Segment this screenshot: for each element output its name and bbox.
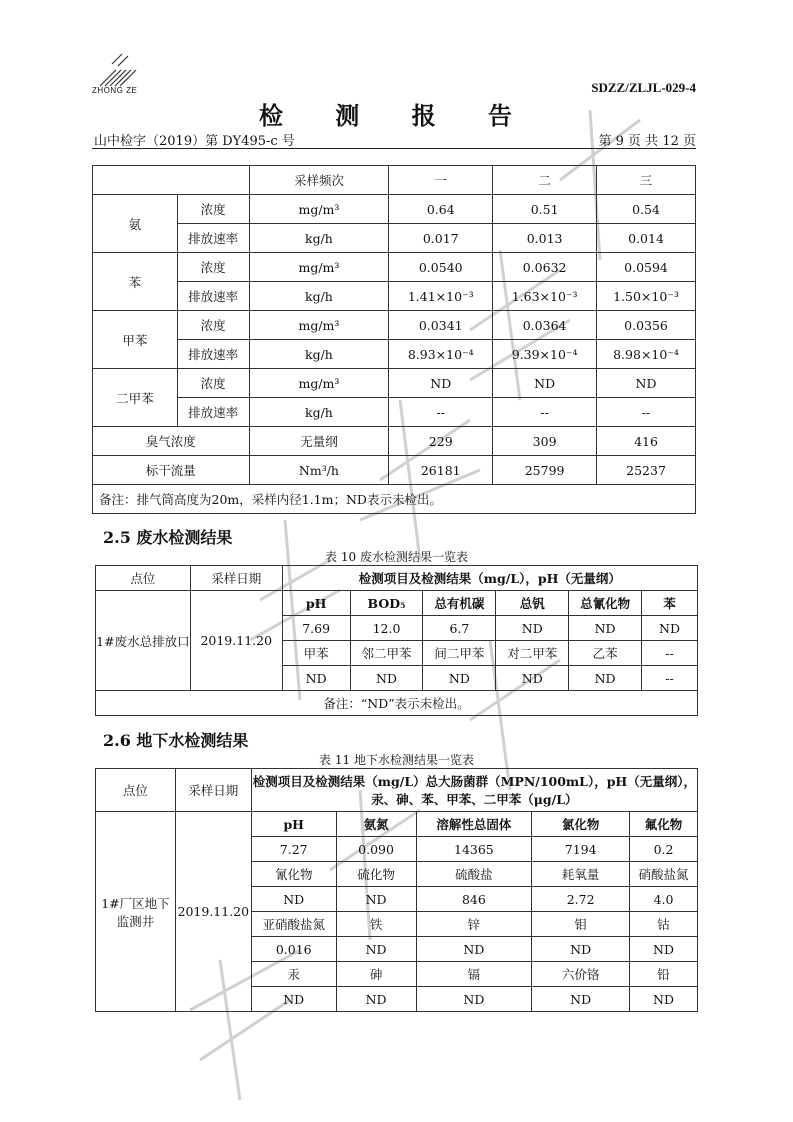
value-cell: 硫化物: [336, 862, 416, 887]
value-cell: --: [642, 666, 698, 691]
table-header-row: [96, 769, 698, 812]
unit-cell: mg/m³: [249, 311, 389, 340]
pollutant-name: 氨: [93, 195, 178, 253]
sampling-date: 2019.11.20: [190, 591, 282, 691]
unit-cell: mg/m³: [249, 369, 389, 398]
unit-cell: kg/h: [249, 224, 389, 253]
value-cell: ND: [630, 987, 698, 1012]
value-cell: 12.0: [350, 616, 423, 641]
value-cell: ND: [251, 887, 336, 912]
value-cell: 钼: [532, 912, 630, 937]
value-cell: ND: [350, 666, 423, 691]
value-cell: ND: [493, 369, 597, 398]
value-cell: 7.27: [251, 837, 336, 862]
value-cell: ND: [282, 666, 350, 691]
table-row: [93, 253, 696, 282]
value-cell: 钴: [630, 912, 698, 937]
header-cell: 二: [493, 166, 597, 195]
table-caption-wastewater: 表 10 废水检测结果一览表: [325, 550, 468, 564]
value-cell: ND: [597, 369, 696, 398]
header-cell: 采样日期: [190, 566, 282, 591]
parameter-cell: 浓度: [177, 311, 249, 340]
value-cell: 0.090: [336, 837, 416, 862]
table-row: [93, 340, 696, 369]
header-cell: [93, 166, 250, 195]
value-cell: --: [493, 398, 597, 427]
table-note-row: [96, 691, 698, 716]
value-cell: 0.51: [493, 195, 597, 224]
header-cell: 采样日期: [175, 769, 251, 812]
header-cell: 检测项目及检测结果（mg/L）总大肠菌群（MPN/100mL），pH（无量纲），汞、砷、苯、甲苯、二甲苯（μg/L）: [251, 769, 697, 812]
value-cell: 0.0540: [389, 253, 493, 282]
value-cell: 0.0632: [493, 253, 597, 282]
value-cell: 25237: [597, 456, 696, 485]
table-note: 备注：“ND”表示未检出。: [96, 691, 698, 716]
value-cell: 邻二甲苯: [350, 641, 423, 666]
value-cell: 0.013: [493, 224, 597, 253]
parameter-cell: 排放速率: [177, 398, 249, 427]
value-cell: ND: [389, 369, 493, 398]
value-cell: 铅: [630, 962, 698, 987]
table-row: [93, 224, 696, 253]
value-cell: 砷: [336, 962, 416, 987]
table-row: [93, 398, 696, 427]
value-cell: 309: [493, 427, 597, 456]
table-row: [93, 427, 696, 456]
table-caption-groundwater: 表 11 地下水检测结果一览表: [319, 753, 474, 767]
table-row: [93, 311, 696, 340]
value-cell: 1.41×10⁻³: [389, 282, 493, 311]
value-cell: 甲苯: [282, 641, 350, 666]
value-cell: ND: [532, 937, 630, 962]
unit-cell: mg/m³: [249, 253, 389, 282]
value-cell: 1.50×10⁻³: [597, 282, 696, 311]
value-cell: 氨氮: [336, 812, 416, 837]
parameter-cell: 标干流量: [93, 456, 250, 485]
value-cell: 氟化物: [630, 812, 698, 837]
value-cell: 锌: [416, 912, 532, 937]
value-cell: --: [389, 398, 493, 427]
value-cell: ND: [496, 666, 569, 691]
header-cell: 一: [389, 166, 493, 195]
gas-results-table: [92, 165, 696, 514]
value-cell: 对二甲苯: [496, 641, 569, 666]
sampling-date: 2019.11.20: [175, 812, 251, 1012]
logo-text: ZHONG ZE: [92, 86, 138, 95]
value-cell: --: [642, 641, 698, 666]
value-cell: 0.0356: [597, 311, 696, 340]
value-cell: 7194: [532, 837, 630, 862]
table-header-row: [96, 566, 698, 591]
unit-cell: mg/m³: [249, 195, 389, 224]
value-cell: ND: [496, 616, 569, 641]
pollutant-name: 甲苯: [93, 311, 178, 369]
table-note-row: [93, 485, 696, 514]
section-heading-wastewater: 2.5 废水检测结果: [103, 528, 233, 547]
value-cell: 229: [389, 427, 493, 456]
value-cell: --: [597, 398, 696, 427]
unit-cell: 无量纲: [249, 427, 389, 456]
pollutant-name: 二甲苯: [93, 369, 178, 427]
sampling-point: 1#废水总排放口: [96, 591, 191, 691]
value-cell: 铁: [336, 912, 416, 937]
value-cell: ND: [569, 616, 642, 641]
value-cell: 1.63×10⁻³: [493, 282, 597, 311]
value-cell: 0.0341: [389, 311, 493, 340]
wastewater-results-table: [95, 565, 698, 716]
parameter-cell: 臭气浓度: [93, 427, 250, 456]
table-row: [93, 195, 696, 224]
value-cell: 间二甲苯: [423, 641, 496, 666]
report-reference: 山中检字（2019）第 DY495-c 号: [94, 134, 295, 149]
value-cell: ND: [423, 666, 496, 691]
header-cell: 点位: [96, 769, 176, 812]
value-cell: 溶解性总固体: [416, 812, 532, 837]
page-number: 第 9 页 共 12 页: [598, 134, 696, 149]
table-row: [93, 369, 696, 398]
value-cell: 26181: [389, 456, 493, 485]
document-number: SDZZ/ZLJL-029-4: [591, 80, 696, 95]
value-cell: 0.64: [389, 195, 493, 224]
header-cell: 三: [597, 166, 696, 195]
parameter-cell: 浓度: [177, 195, 249, 224]
value-cell: 总有机碳: [423, 591, 496, 616]
value-cell: ND: [642, 616, 698, 641]
parameter-cell: 浓度: [177, 253, 249, 282]
value-cell: 总氰化物: [569, 591, 642, 616]
value-cell: 硝酸盐氮: [630, 862, 698, 887]
parameter-cell: 排放速率: [177, 282, 249, 311]
value-cell: 六价铬: [532, 962, 630, 987]
value-cell: 6.7: [423, 616, 496, 641]
unit-cell: kg/h: [249, 398, 389, 427]
value-cell: ND: [336, 887, 416, 912]
value-cell: 846: [416, 887, 532, 912]
value-cell: 2.72: [532, 887, 630, 912]
value-cell: 0.014: [597, 224, 696, 253]
unit-cell: Nm³/h: [249, 456, 389, 485]
value-cell: 8.93×10⁻⁴: [389, 340, 493, 369]
value-cell: ND: [251, 987, 336, 1012]
value-cell: 乙苯: [569, 641, 642, 666]
value-cell: pH: [251, 812, 336, 837]
pollutant-name: 苯: [93, 253, 178, 311]
unit-cell: kg/h: [249, 282, 389, 311]
parameter-cell: 排放速率: [177, 224, 249, 253]
value-cell: 亚硝酸盐氮: [251, 912, 336, 937]
table-row: [96, 812, 698, 837]
value-cell: ND: [336, 987, 416, 1012]
value-cell: 苯: [642, 591, 698, 616]
value-cell: 0.2: [630, 837, 698, 862]
value-cell: ND: [569, 666, 642, 691]
value-cell: 416: [597, 427, 696, 456]
header-cell: 采样频次: [249, 166, 389, 195]
value-cell: 7.69: [282, 616, 350, 641]
value-cell: 8.98×10⁻⁴: [597, 340, 696, 369]
value-cell: 汞: [251, 962, 336, 987]
sampling-point: 1#厂区地下监测井: [96, 812, 176, 1012]
value-cell: 氰化物: [251, 862, 336, 887]
value-cell: pH: [282, 591, 350, 616]
header-cell: 点位: [96, 566, 191, 591]
value-cell: 0.017: [389, 224, 493, 253]
value-cell: 0.54: [597, 195, 696, 224]
value-cell: ND: [416, 987, 532, 1012]
value-cell: 硫酸盐: [416, 862, 532, 887]
page-title: 检 测 报 告: [258, 101, 535, 130]
header-divider: [92, 148, 696, 149]
table-row: [93, 282, 696, 311]
value-cell: ND: [416, 937, 532, 962]
value-cell: 镉: [416, 962, 532, 987]
value-cell: 总钒: [496, 591, 569, 616]
parameter-cell: 浓度: [177, 369, 249, 398]
groundwater-results-table: [95, 768, 698, 1012]
value-cell: 9.39×10⁻⁴: [493, 340, 597, 369]
value-cell: 氯化物: [532, 812, 630, 837]
value-cell: ND: [336, 937, 416, 962]
parameter-cell: 排放速率: [177, 340, 249, 369]
value-cell: ND: [630, 937, 698, 962]
header-cell: 检测项目及检测结果（mg/L），pH（无量纲）: [282, 566, 697, 591]
section-heading-groundwater: 2.6 地下水检测结果: [103, 731, 249, 750]
value-cell: ND: [532, 987, 630, 1012]
value-cell: BOD₅: [350, 591, 423, 616]
table-note: 备注：排气筒高度为20m，采样内径1.1m；ND表示未检出。: [93, 485, 696, 514]
unit-cell: kg/h: [249, 340, 389, 369]
value-cell: 4.0: [630, 887, 698, 912]
value-cell: 14365: [416, 837, 532, 862]
value-cell: 耗氧量: [532, 862, 630, 887]
value-cell: 0.016: [251, 937, 336, 962]
value-cell: 25799: [493, 456, 597, 485]
value-cell: 0.0594: [597, 253, 696, 282]
table-row: [96, 591, 698, 616]
table-header-row: [93, 166, 696, 195]
table-row: [93, 456, 696, 485]
value-cell: 0.0364: [493, 311, 597, 340]
